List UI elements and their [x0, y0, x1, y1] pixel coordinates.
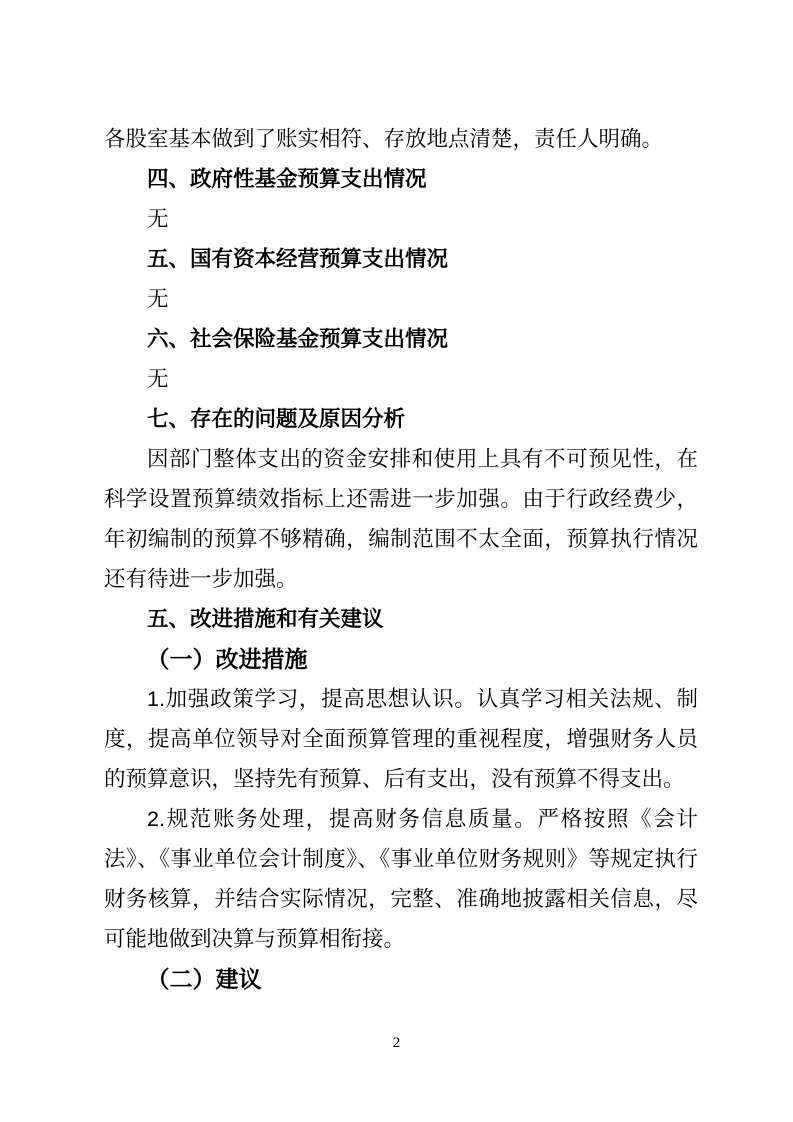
page-number: 2: [392, 1035, 401, 1051]
paragraph-problems-analysis: 因部门整体支出的资金安排和使用上具有不可预见性，在科学设置预算绩效指标上还需进一步加强。由于行政经费少，年初编制的预算不够精确，编制范围不太全面，预算执行情况还有待进一步加强。: [104, 447, 698, 591]
section-heading-6: 六、社会保险基金预算支出情况: [147, 327, 449, 351]
paragraph-none-2: 无: [147, 287, 169, 311]
section-heading-4: 四、政府性基金预算支出情况: [147, 167, 427, 191]
paragraph-continuation: 各股室基本做到了账实相符、存放地点清楚，责任人明确。: [104, 127, 664, 151]
section-heading-7: 七、存在的问题及原因分析: [147, 407, 406, 431]
paragraph-measure-2: 2.规范账务处理，提高财务信息质量。严格按照《会计法》、《事业单位会计制度》、《事业单位财务规则》等规定执行财务核算，并结合实际情况，完整、准确地披露相关信息，尽可能地做到决算与预算相衔接。: [104, 807, 698, 951]
paragraph-none-1: 无: [147, 207, 169, 231]
paragraph-none-3: 无: [147, 367, 169, 391]
section-heading-improvements: 五、改进措施和有关建议: [147, 607, 384, 631]
document-body: [104, 119, 698, 999]
paragraph-measure-1: 1.加强政策学习，提高思想认识。认真学习相关法规、制度，提高单位领导对全面预算管理的重视程度，增强财务人员的预算意识，坚持先有预算、后有支出，没有预算不得支出。: [104, 687, 698, 791]
subsection-heading-suggestions: （二）建议: [146, 966, 262, 992]
subsection-heading-measures: （一）改进措施: [146, 646, 308, 672]
section-heading-5: 五、国有资本经营预算支出情况: [147, 247, 449, 271]
